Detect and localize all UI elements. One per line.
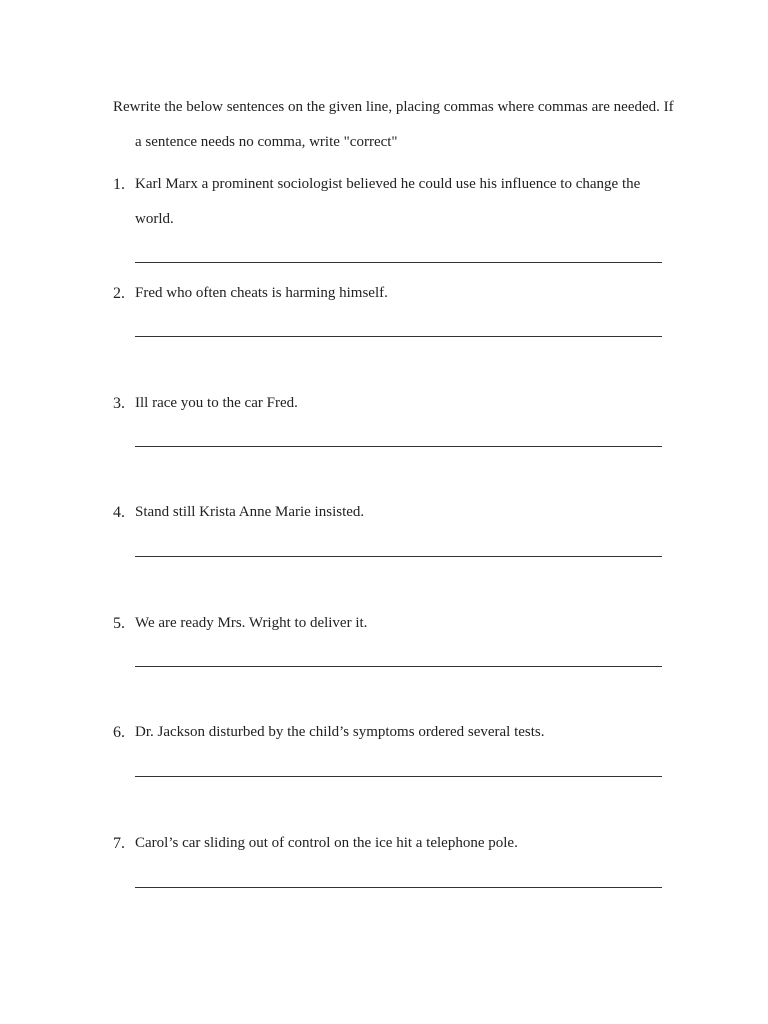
question-text: Carol’s car sliding out of control on the ice hit a telephone pole.: [135, 835, 518, 851]
answer-line[interactable]: [135, 556, 662, 557]
question-number: 2.: [113, 285, 125, 302]
question-text: Dr. Jackson disturbed by the child’s symptoms ordered several tests.: [135, 724, 545, 740]
answer-line[interactable]: [135, 446, 662, 447]
question-text-line-1: Karl Marx a prominent sociologist believed he could use his influence to change the: [135, 176, 641, 192]
question-number: 1.: [113, 176, 125, 193]
question-text: Stand still Krista Anne Marie insisted.: [135, 504, 365, 520]
question-text: Fred who often cheats is harming himself.: [135, 285, 388, 301]
question-number: 3.: [113, 395, 125, 412]
answer-line[interactable]: [135, 887, 662, 888]
answer-line[interactable]: [135, 336, 662, 337]
instructions-line-2: a sentence needs no comma, write "correct": [135, 134, 398, 150]
question-text: Ill race you to the car Fred.: [135, 395, 298, 411]
question-number: 6.: [113, 724, 125, 741]
answer-line[interactable]: [135, 262, 662, 263]
answer-line[interactable]: [135, 776, 662, 777]
question-text: We are ready Mrs. Wright to deliver it.: [135, 615, 368, 631]
answer-line[interactable]: [135, 666, 662, 667]
question-text: [135, 167, 665, 237]
question-text-line-2: world.: [135, 211, 174, 227]
question-number: 5.: [113, 615, 125, 632]
instructions: [113, 90, 688, 160]
instructions-line-1: Rewrite the below sentences on the given line, placing commas where commas are needed. If: [113, 99, 674, 115]
question-number: 7.: [113, 835, 125, 852]
question-number: 4.: [113, 504, 125, 521]
